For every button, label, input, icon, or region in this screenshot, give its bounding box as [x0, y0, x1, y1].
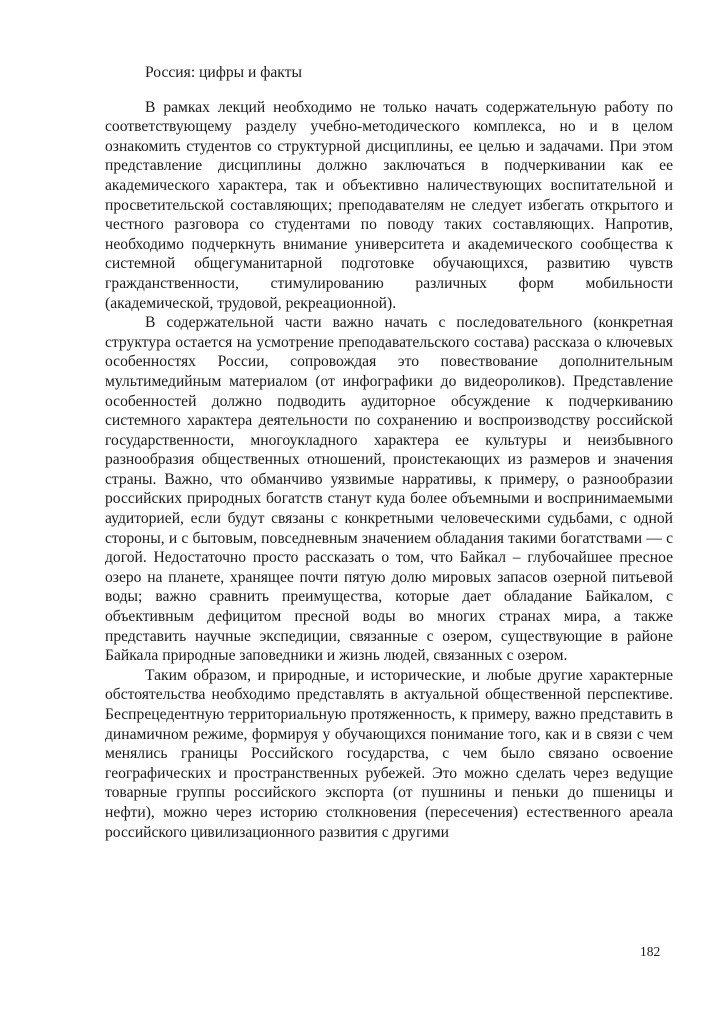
paragraph-intro: В рамках лекций необходимо не только начать содержательную работу по соответствующему разделу учебно-методического комплекса, но и в целом ознакомить студентов со структурной дисциплины, ее целью и задачами. При этом представление дисциплины должно заключаться в подчеркивании как ее академического характера, так и объективно наличествующих воспитательной и просветительской составляющих; преподавателям не следует избегать открытого и честного разговора со студентами по поводу таких составляющих. Напротив, необходимо подчеркнуть внимание университета и академического сообщества к системной общегуманитарной подготовке обучающихся, развитию чувств гражданственности, стимулированию различных форм мобильности (академической, трудовой, рекреационной).: [105, 98, 673, 312]
paragraph-content-part: В содержательной части важно начать с последовательного (конкретная структура остается на усмотрение преподавательского состава) рассказа о ключевых особенностях России, сопровождая это повествование дополнительным мультимедийным материалом (от инфографики до видеороликов). Представление особенностей должно подводить аудиторное обсуждение к подчеркиванию системного характера деятельности по сохранению и воспроизводству российской государственности, многоукладного характера ее культуры и неизбывного разнообразия общественных отношений, проистекающих из размеров и значения страны. Важно, что обманчиво уязвимые нарративы, к примеру, о разнообразии российских природных богатств станут куда более объемными и воспринимаемыми аудиторией, если будут связаны с конкретными человеческими судьбами, с одной стороны, и с бытовым, повседневным значением обладания такими богатствами — с догой. Недостаточно просто рассказать о том, что Байкал – глубочайшее пресное озеро на планете, хранящее почти пятую долю мировых запасов озерной питьевой воды; важно сравнить преимущества, которые дает обладание Байкалом, с объективным дефицитом пресной воды во многих странах мира, а также представить научные экспедиции, связанные с озером, существующие в районе Байкала природные заповедники и жизнь людей, связанных с озером.: [105, 314, 673, 665]
page-number: 182: [640, 944, 661, 959]
page-content: [105, 63, 673, 842]
page-title: Россия: цифры и факты: [145, 64, 302, 81]
paragraph-conclusion: Таким образом, и природные, и исторические, и любые другие характерные обстоятельства необходимо представлять в актуальной общественной перспективе. Беспрецедентную территориальную протяженность, к примеру, важно представить в динамичном режиме, формируя у обучающихся понимание того, как и в связи с чем менялись границы Российского государства, с чем было связано освоение географических и пространственных рубежей. Это можно сделать через ведущие товарные группы российского экспорта (от пушнины и пеньки до пшеницы и нефти), можно через историю столкновения (пересечения) естественного ареала российского цивилизационного развития с другими: [105, 666, 673, 841]
